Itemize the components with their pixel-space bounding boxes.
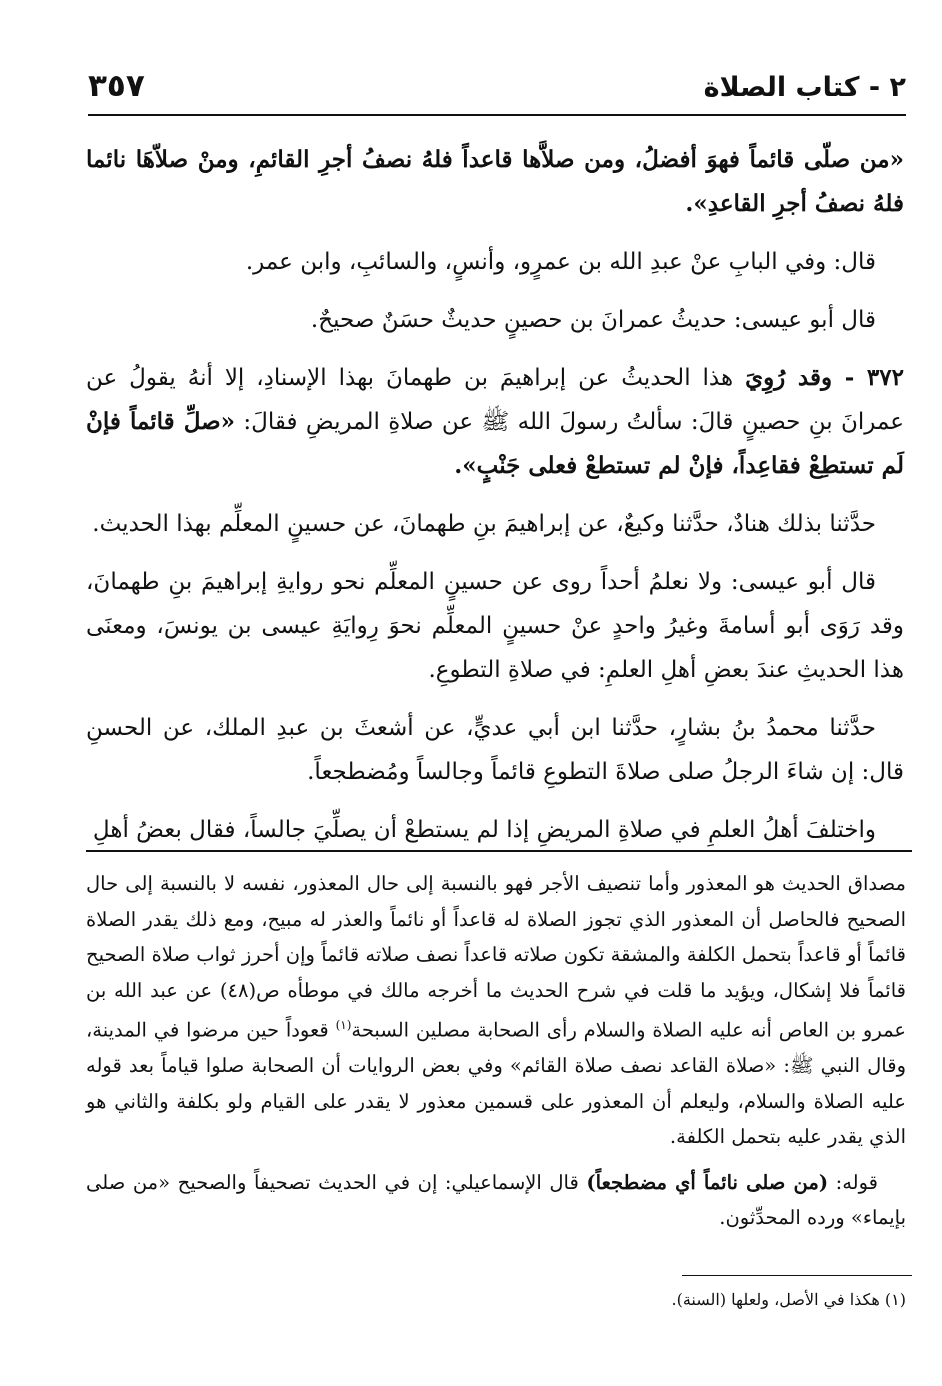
commentary-lead: قوله: — [828, 1170, 878, 1194]
hadith-lead: - وقد رُوِيَ — [745, 364, 867, 391]
page-number: ٣٥٧ — [88, 68, 145, 104]
page-header — [88, 62, 906, 116]
footnote-marker[interactable]: (١) — [335, 1018, 352, 1032]
hadith-quote-paragraph: «من صلّى قائماً فهوَ أفضلُ، ومن صلاَّها قاعداً فلهُ نصفُ أجرِ القائمِ، ومنْ صلاّهَا نائما فلهُ نصفُ أجرِ القاعدِ». — [86, 146, 904, 217]
text-divider — [86, 850, 912, 852]
commentary-text-b: قعوداً حين مرضوا في المدينة، وقال النبي ﷺ: «صلاة القاعد نصف صلاة القائم» وفي بعض الروايات أن الصحابة صلوا قياماً بعد قوله عليه الصلاة والسلام، وليعلم أن المعذور على قسمين معذور لا يقدر على القيام ولو بكلفة والثاني هو الذي يقدر عليه بتحمل الكلفة. — [86, 1018, 906, 1148]
hadith-text: هذا الحديثُ عن إبراهيمَ بن طهمانَ بهذا الإسنادِ، إلا أنهُ يقولُ عن عمرانَ بنِ حصينٍ قالَ: سألتُ رسولَ الله ﷺ عن صلاةِ المريضِ فقالَ: — [86, 365, 904, 435]
hadith-372-paragraph — [86, 356, 904, 488]
chapter-note-paragraph: قال: وفي البابِ عنْ عبدِ الله بن عمرٍو، وأنسٍ، والسائبِ، وابن عمر. — [245, 249, 876, 275]
footnote-divider — [682, 1275, 912, 1276]
footnote: (١) هكذا في الأصل، ولعلها (السنة). — [671, 1290, 906, 1309]
main-text — [86, 138, 904, 866]
commentary-paragraph-1 — [86, 866, 906, 1155]
isnad-paragraph: حدَّثنا بذلك هنادٌ، حدَّثنا وكيعٌ، عن إبراهيمَ بنِ طهمانَ، عن حسينٍ المعلِّم بهذا الحديث. — [92, 511, 876, 537]
hadith-number: ٣٧٢ — [866, 364, 904, 391]
ikhtilaf-paragraph: واختلفَ أهلُ العلمِ في صلاةِ المريضِ إذا لم يستطعْ أن يصلِّيَ جالساً، فقال بعضُ أهلِ — [92, 817, 876, 843]
commentary-text-a: مصداق الحديث هو المعذور وأما تنصيف الأجر فهو بالنسبة إلى حال المعذور، نفسه لا بالنسبة إلى حال الصحيح فالحاصل أن المعذور الذي تجوز الصلاة له قاعداً أو نائماً والعذر له مبيح، ومع ذلك يقدر الصلاة قائماً أو قاعداً بتحمل الكلفة والمشقة تكون صلاته قاعداً نصف صلاته قائماً وإن أحرز ثواب صلاة الصحيح قائماً فلا إشكال، ويؤيد ما قلت في شرح الحديث ما أخرجه مالك في موطأه ص(٤٨) عن عبد الله بن عمرو بن العاص أنه عليه الصلاة والسلام رأى الصحابة مصلين السبحة — [86, 872, 906, 1042]
commentary-text-c: قال الإسماعيلي: إن في الحديث تصحيفاً والصحيح «من صلى بإيماء» ورده المحدِّثون. — [86, 1170, 906, 1229]
running-title: ٢ - كتاب الصلاة — [703, 72, 906, 103]
abu-isa-paragraph: قال أبو عيسى: ولا نعلمُ أحداً روى عن حسينٍ المعلِّم نحو روايةِ إبراهيمَ بنِ طهمانَ، وقد رَوَى أبو أسامةَ وغيرُ واحدٍ عنْ حسينٍ المعلِّم نحوَ رِوايَةِ عيسى بن يونسَ، ومعنَى هذا الحديثِ عندَ بعضِ أهلِ العلمِ: في صلاةِ التطوعِ. — [86, 569, 904, 683]
hadith-quote: «صلِّ قائماً فإنْ لَم تستطِعْ فقاعِداً، فإنْ لم تستطعْ فعلى جَنْبٍ». — [86, 408, 904, 479]
commentary-paragraph-2 — [86, 1165, 906, 1236]
hasan-paragraph: حدَّثنا محمدُ بنُ بشارٍ، حدَّثنا ابن أبي عديٍّ، عن أشعثَ بن عبدِ الملك، عن الحسنِ قال: إن شاءَ الرجلُ صلى صلاةَ التطوعِ قائماً وجالساً ومُضطجعاً. — [86, 715, 904, 785]
grading-paragraph: قال أبو عيسى: حديثُ عمرانَ بن حصينٍ حديثٌ حسَنٌ صحيحٌ. — [310, 307, 876, 333]
commentary — [86, 866, 906, 1246]
commentary-bold: (من صلى نائماً أي مضطجعاً) — [586, 1170, 829, 1194]
